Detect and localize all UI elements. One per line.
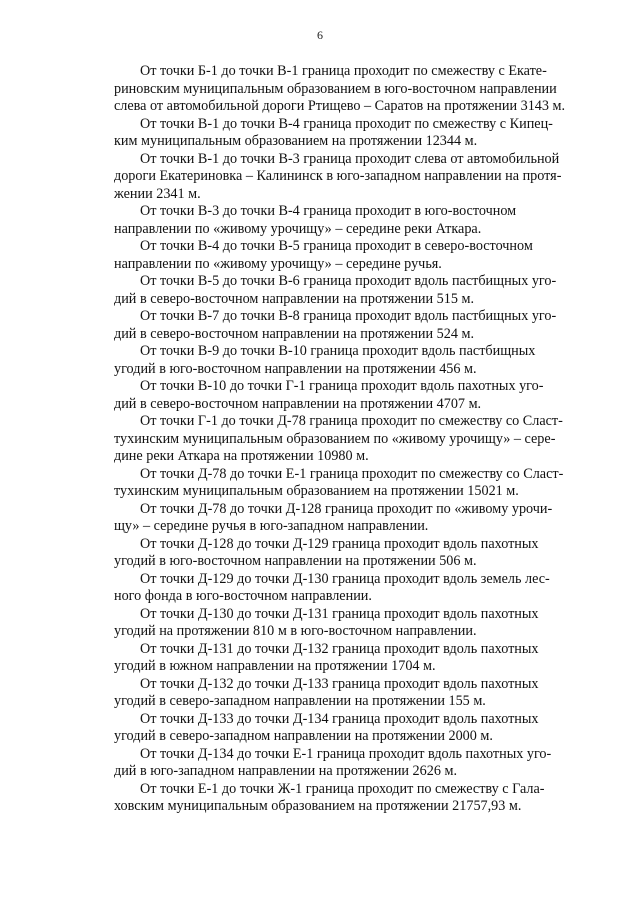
text-line: От точки Д-128 до точки Д-129 граница проходит вдоль пахотных (140, 535, 539, 552)
text-line: ким муниципальным образованием на протяжении 12344 м. (114, 133, 478, 149)
boundary-paragraph (114, 116, 576, 151)
text-line: направлении по «живому урочищу» – середине ручья. (114, 255, 442, 272)
boundary-paragraph (114, 413, 576, 466)
text-line: От точки Б-1 до точки В-1 граница проходит по смежеству с Екате- (140, 63, 547, 79)
text-line: От точки Д-78 до точки Е-1 граница проходит по смежеству со Сласт- (140, 465, 564, 482)
text-line: От точки В-9 до точки В-10 граница проходит вдоль пастбищных (140, 343, 536, 359)
page-number: 6 (317, 28, 323, 42)
boundary-paragraph (114, 63, 576, 116)
boundary-paragraph (114, 378, 576, 413)
text-line: угодий в южном направлении на протяжении 1704 м. (114, 658, 436, 674)
text-line: ного фонда в юго-восточном направлении. (114, 588, 372, 604)
text-line: тухинским муниципальным образованием по «живому урочищу» – сере- (114, 430, 556, 447)
text-line: От точки Д-134 до точки Е-1 граница проходит вдоль пахотных уго- (140, 745, 552, 762)
text-line: тухинским муниципальным образованием на протяжении 15021 м. (114, 483, 519, 499)
boundary-paragraph (114, 203, 576, 238)
text-line: слева от автомобильной дороги Ртищево – Саратов на протяжении 3143 м. (114, 98, 566, 114)
boundary-paragraph (114, 308, 576, 343)
boundary-paragraph (114, 536, 576, 571)
boundary-paragraph (114, 676, 576, 711)
text-line: От точки В-4 до точки В-5 граница проходит в северо-восточном (140, 238, 533, 254)
boundary-paragraph (114, 781, 576, 816)
text-line: направлении по «живому урочищу» – середине реки Аткара. (114, 220, 482, 237)
text-line: угодий на протяжении 810 м в юго-восточном направлении. (114, 623, 477, 639)
text-line: От точки Д-129 до точки Д-130 граница проходит вдоль земель лес- (140, 570, 550, 587)
text-line: От точки В-1 до точки В-3 граница проходит слева от автомобильной (140, 150, 560, 167)
text-line: От точки Д-131 до точки Д-132 граница проходит вдоль пахотных (140, 640, 539, 657)
boundary-paragraph (114, 746, 576, 781)
text-line: угодий в северо-западном направлении на протяжении 155 м. (114, 693, 486, 709)
document-body (114, 63, 576, 816)
text-line: угодий в юго-восточном направлении на протяжении 506 м. (114, 553, 477, 569)
text-line: щу» – середине ручья в юго-западном направлении. (114, 518, 429, 534)
text-line: От точки В-3 до точки В-4 граница проходит в юго-восточном (140, 203, 517, 219)
text-line: От точки Д-78 до точки Д-128 граница проходит по «живому урочи- (140, 500, 553, 517)
text-line: дий в юго-западном направлении на протяжении 2626 м. (114, 763, 457, 779)
boundary-paragraph (114, 501, 576, 536)
text-line: От точки Е-1 до точки Ж-1 граница проходит по смежеству с Гала- (140, 780, 545, 797)
boundary-paragraph (114, 711, 576, 746)
boundary-paragraph (114, 571, 576, 606)
text-line: От точки Д-132 до точки Д-133 граница проходит вдоль пахотных (140, 675, 539, 692)
text-line: ховским муниципальным образованием на протяжении 21757,93 м. (114, 798, 522, 814)
text-line: угодий в северо-западном направлении на протяжении 2000 м. (114, 728, 493, 744)
boundary-paragraph (114, 343, 576, 378)
text-line: От точки Д-130 до точки Д-131 граница проходит вдоль пахотных (140, 605, 539, 622)
text-line: жении 2341 м. (114, 185, 201, 202)
text-line: От точки Г-1 до точки Д-78 граница проходит по смежеству со Сласт- (140, 413, 563, 429)
text-line: От точки В-1 до точки В-4 граница проходит по смежеству с Кипец- (140, 115, 553, 132)
boundary-paragraph (114, 641, 576, 676)
boundary-paragraph (114, 606, 576, 641)
text-line: дий в северо-восточном направлении на протяжении 515 м. (114, 290, 475, 307)
text-line: От точки В-10 до точки Г-1 граница проходит вдоль пахотных уго- (140, 378, 544, 394)
text-line: От точки В-5 до точки В-6 граница проходит вдоль пастбищных уго- (140, 273, 557, 289)
text-line: дороги Екатериновка – Калининск в юго-западном направлении на протя- (114, 168, 562, 184)
text-line: дине реки Аткара на протяжении 10980 м. (114, 448, 369, 464)
boundary-paragraph (114, 466, 576, 501)
text-line: От точки Д-133 до точки Д-134 граница проходит вдоль пахотных (140, 710, 539, 727)
boundary-paragraph (114, 151, 576, 204)
text-line: От точки В-7 до точки В-8 граница проходит вдоль пастбищных уго- (140, 308, 557, 324)
boundary-paragraph (114, 238, 576, 273)
text-line: дий в северо-восточном направлении на протяжении 4707 м. (114, 395, 482, 412)
boundary-paragraph (114, 273, 576, 308)
text-line: угодий в юго-восточном направлении на протяжении 456 м. (114, 360, 477, 377)
text-line: дий в северо-восточном направлении на протяжении 524 м. (114, 325, 475, 342)
text-line: риновским муниципальным образованием в юго-восточном направлении (114, 80, 557, 97)
